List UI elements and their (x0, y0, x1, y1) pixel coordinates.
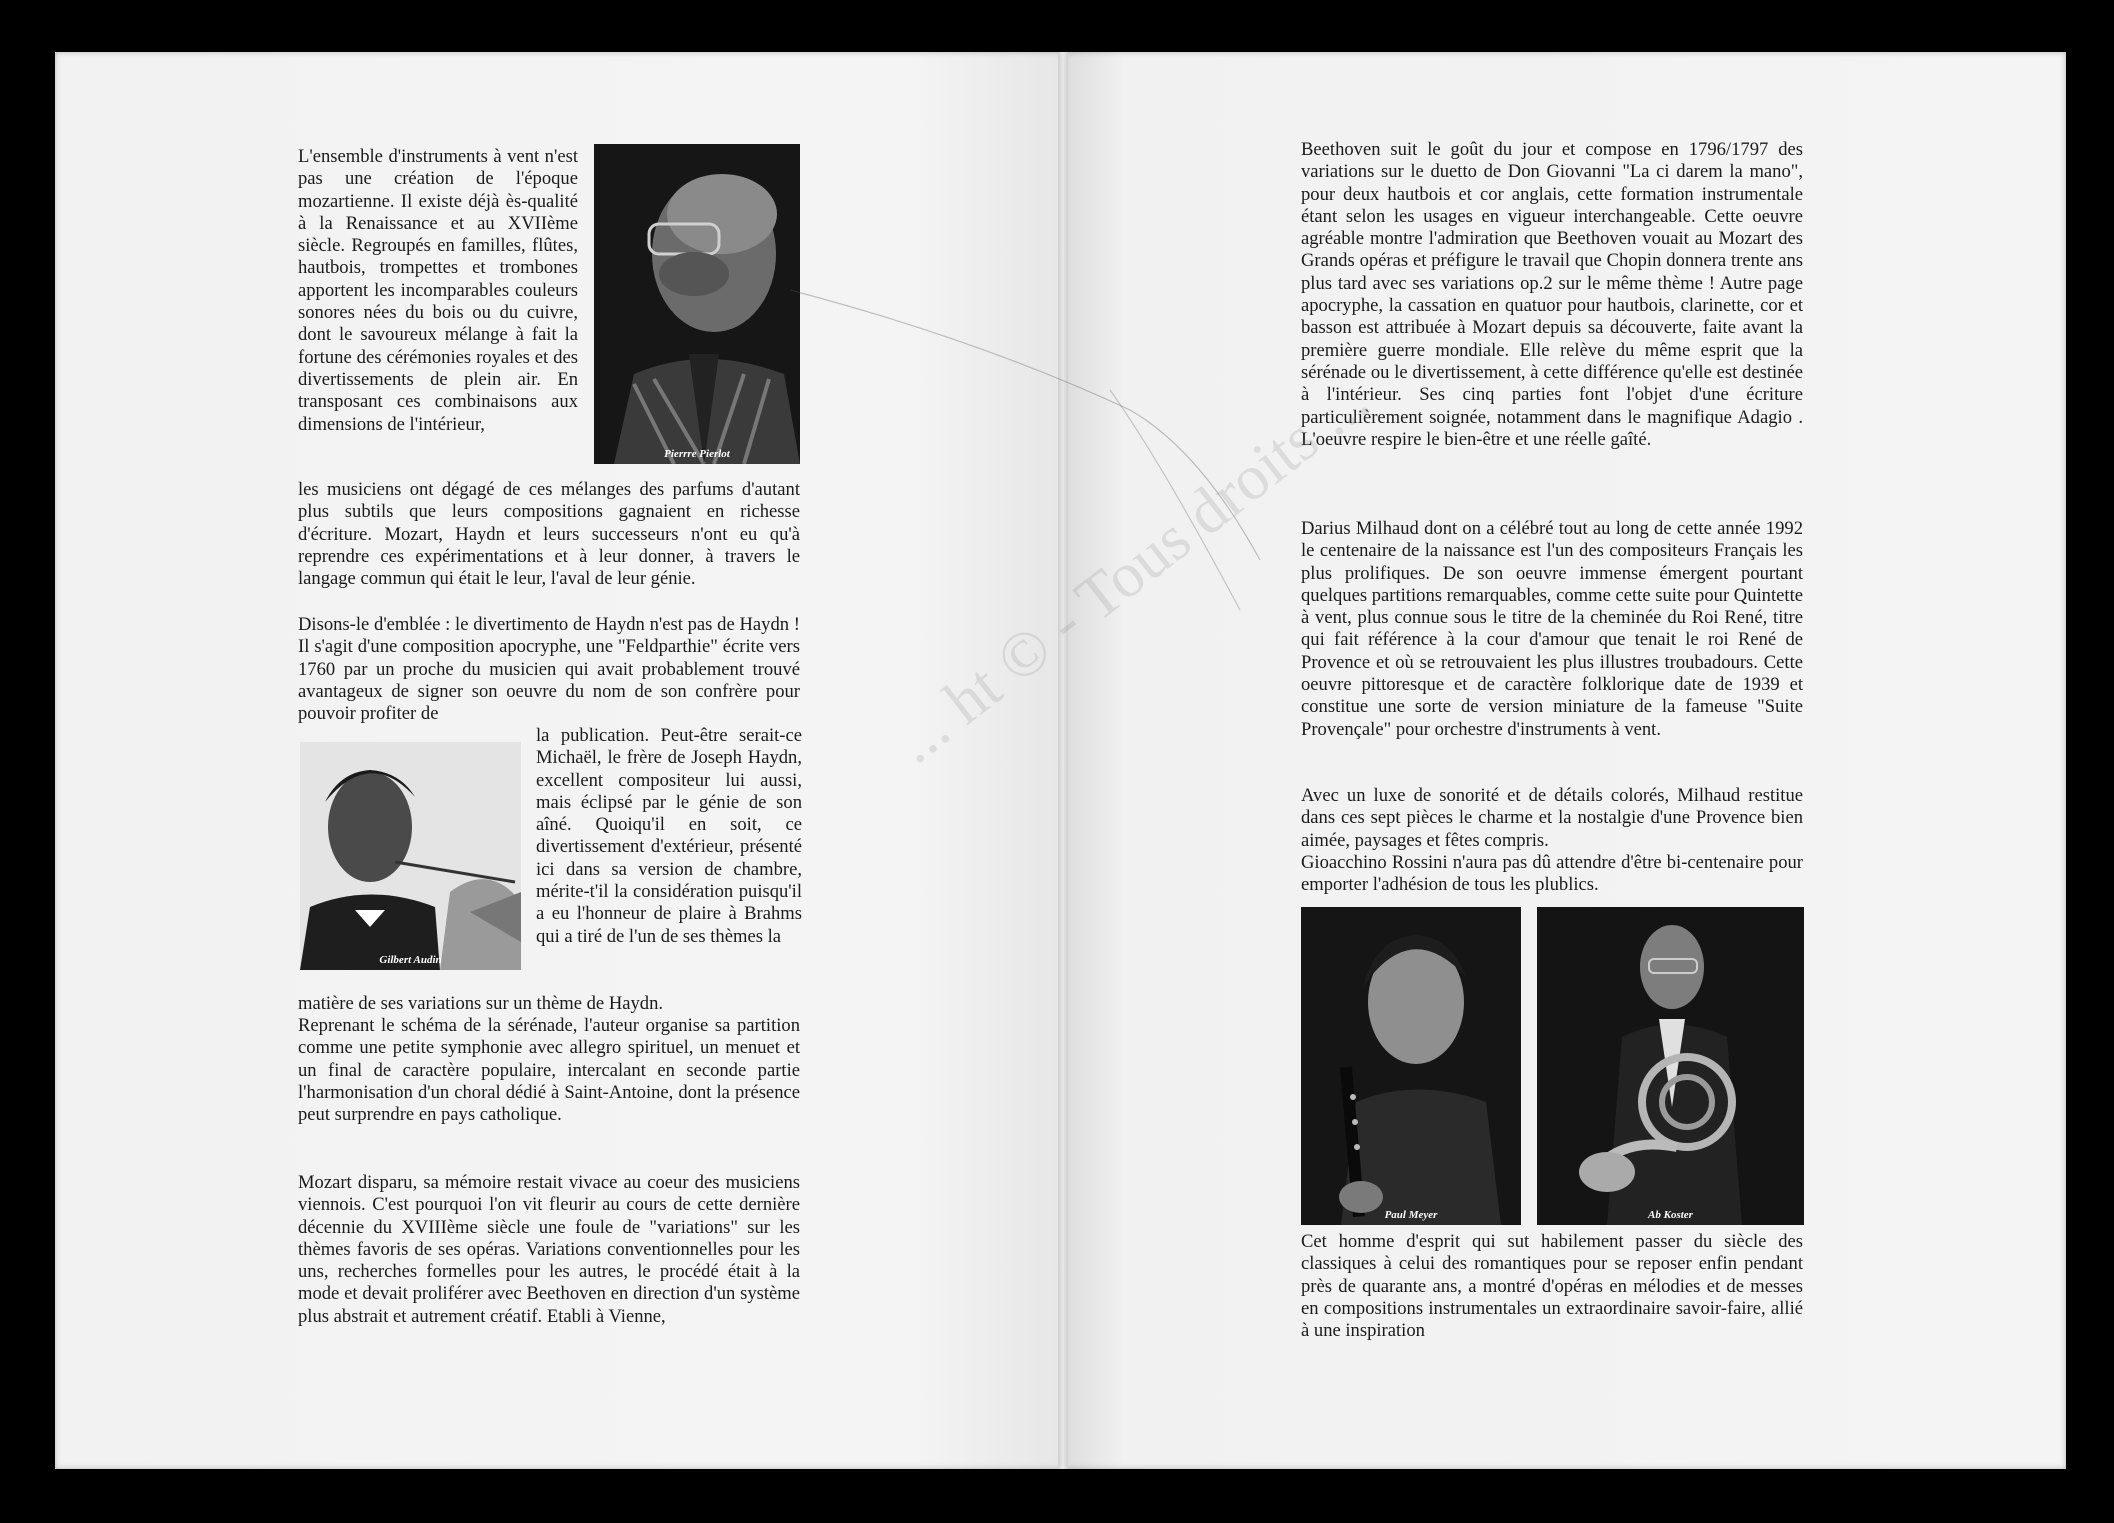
divertimento-paragraph: Disons-le d'emblée : le divertimento de Haydn n'est pas de Haydn ! Il s'agit d'une composition apocryphe, une "Feldparthie" écrite vers 1760 par un proche du musicien qui avait probablement trouvé avantageux de signer son oeuvre du nom de son confrère pour pouvoir profiter de (298, 614, 800, 725)
photo-ab-koster (1537, 907, 1804, 1225)
rossini-paragraph: Gioacchino Rossini n'aura pas dû attendre d'être bi-centenaire pour emporter l'adhésion de tous les plublics. (1301, 852, 1803, 896)
intro-paragraph-narrow: L'ensemble d'instruments à vent n'est pas une création de l'époque mozartienne. Il existe déjà ès-qualité à la Renaissance et au XVIIème siècle. Regroupés en familles, flûtes, hautbois, trompettes et trombones apportent les incomparables couleurs sonores nées du bois ou du cuivre, dont le savoureux mélange à fait la fortune des cérémonies royales et des divertissements de plein air. En transposant ces combinaisons aux dimensions de l'intérieur, (298, 146, 578, 435)
caption-pierlot: Pierrre Pierlot (664, 448, 730, 460)
milhaud-luxe-paragraph: Avec un luxe de sonorité et de détails colorés, Milhaud restitue dans ces sept pièces le charme et la nostalgie d'une Provence bien aimée, paysages et fêtes compris. (1301, 785, 1803, 851)
rossini-continuation-paragraph: Cet homme d'esprit qui sut habilement passer du siècle des classiques à celui des romantiques pour se reposer enfin pendant près de quarante ans, a montré d'opéras en mélodies et de messes en compositions instrumentales un extraordinaire savoir-faire, allié à une inspiration (1301, 1231, 1803, 1342)
portrait-koster-image (1537, 907, 1804, 1225)
intro-paragraph-wide: les musiciens ont dégagé de ces mélanges des parfums d'autant plus subtils que leurs compositions gagnaient en richesse d'écriture. Mozart, Haydn et leurs successeurs n'ont eu qu'à reprendre ces expérimentations et à leur donner, à travers le langage commun qui était le leur, l'aval de leur génie. (298, 479, 800, 590)
caption-koster: Ab Koster (1648, 1209, 1693, 1221)
photo-pierre-pierlot (594, 144, 800, 464)
caption-audin: Gilbert Audin (379, 954, 442, 966)
mozart-paragraph: Mozart disparu, sa mémoire restait vivace au coeur des musiciens viennois. C'est pourquoi l'on vit fleurir au cours de cette dernière décennie du XVIIIème siècle une foule de "variations" sur les thèmes favoris de ses opéras. Variations conventionnelles pour les uns, recherches formelles pour les autres, le procédé était à la mode et devait proliférer avec Beethoven en direction d'un système plus abstrait et autrement créatif. Etabli à Vienne, (298, 1172, 800, 1327)
divertimento-continuation-wide: matière de ses variations sur un thème de Haydn. (298, 993, 664, 1014)
photo-gilbert-audin (300, 742, 521, 970)
portrait-pierlot-image (594, 144, 800, 464)
beethoven-paragraph: Beethoven suit le goût du jour et compose en 1796/1797 des variations sur le duetto de Don Giovanni "La ci darem la mano", pour deux hautbois et cor anglais, cette formation instrumentale étant selon les usages en vigueur interchangeable. Cette oeuvre agréable montre l'admiration que Beethoven vouait au Mozart des Grands opéras et préfigure le travail que Chopin donnera trente ans plus tard avec ses variations op.2 sur le même thème ! Autre page apocryphe, la cassation en quatuor pour hautbois, clarinette, cor et basson est attribuée à Mozart depuis sa découverte, faite avant la première guerre mondiale. Elle relève du même esprit que la sérénade ou le divertissement, à cette différence qu'elle est destinée à l'intérieur. Ses cinq parties font l'objet d'une écriture particulièrement soignée, notamment dans le magnifique Adagio . L'oeuvre respire le bien-être et une réelle gaîté. (1301, 139, 1803, 450)
serenade-paragraph: Reprenant le schéma de la sérénade, l'auteur organise sa partition comme une petite symphonie avec allegro spirituel, un menuet et un final de caractère populaire, intercalant en seconde partie l'harmonisation d'un choral dédié à Saint-Antoine, dont la présence peut surprendre en pays catholique. (298, 1015, 800, 1126)
photo-paul-meyer (1301, 907, 1521, 1225)
page-gutter (1058, 52, 1068, 1469)
portrait-audin-image (300, 742, 521, 970)
portrait-meyer-image (1301, 907, 1521, 1225)
divertimento-continuation-narrow: la publication. Peut-être serait-ce Michaël, le frère de Joseph Haydn, excellent compositeur lui aussi, mais éclipsé par le génie de son aîné. Quoiqu'il en soit, ce divertissement d'extérieur, présenté ici dans sa version de chambre, mérite-t'il la considération puisqu'il a eu l'honneur de plaire à Brahms qui a tiré de l'un de ses thèmes la (536, 725, 802, 947)
milhaud-paragraph: Darius Milhaud dont on a célébré tout au long de cette année 1992 le centenaire de la naissance est l'un des compositeurs Français les plus prolifiques. De son oeuvre immense émergent pourtant quelques partitions remarquables, comme cette suite pour Quintette à vent, plus connue sous le titre de la cheminée du Roi René, titre qui fait référence à la cour d'amour que tenait le roi René de Provence et où se retrouvaient les plus illustres troubadours. Cette oeuvre pittoresque et de caractère folklorique date de 1939 et constitue une sorte de version miniature de la fameuse "Suite Provençale" pour orchestre d'instruments à vent. (1301, 518, 1803, 740)
caption-meyer: Paul Meyer (1384, 1209, 1438, 1221)
